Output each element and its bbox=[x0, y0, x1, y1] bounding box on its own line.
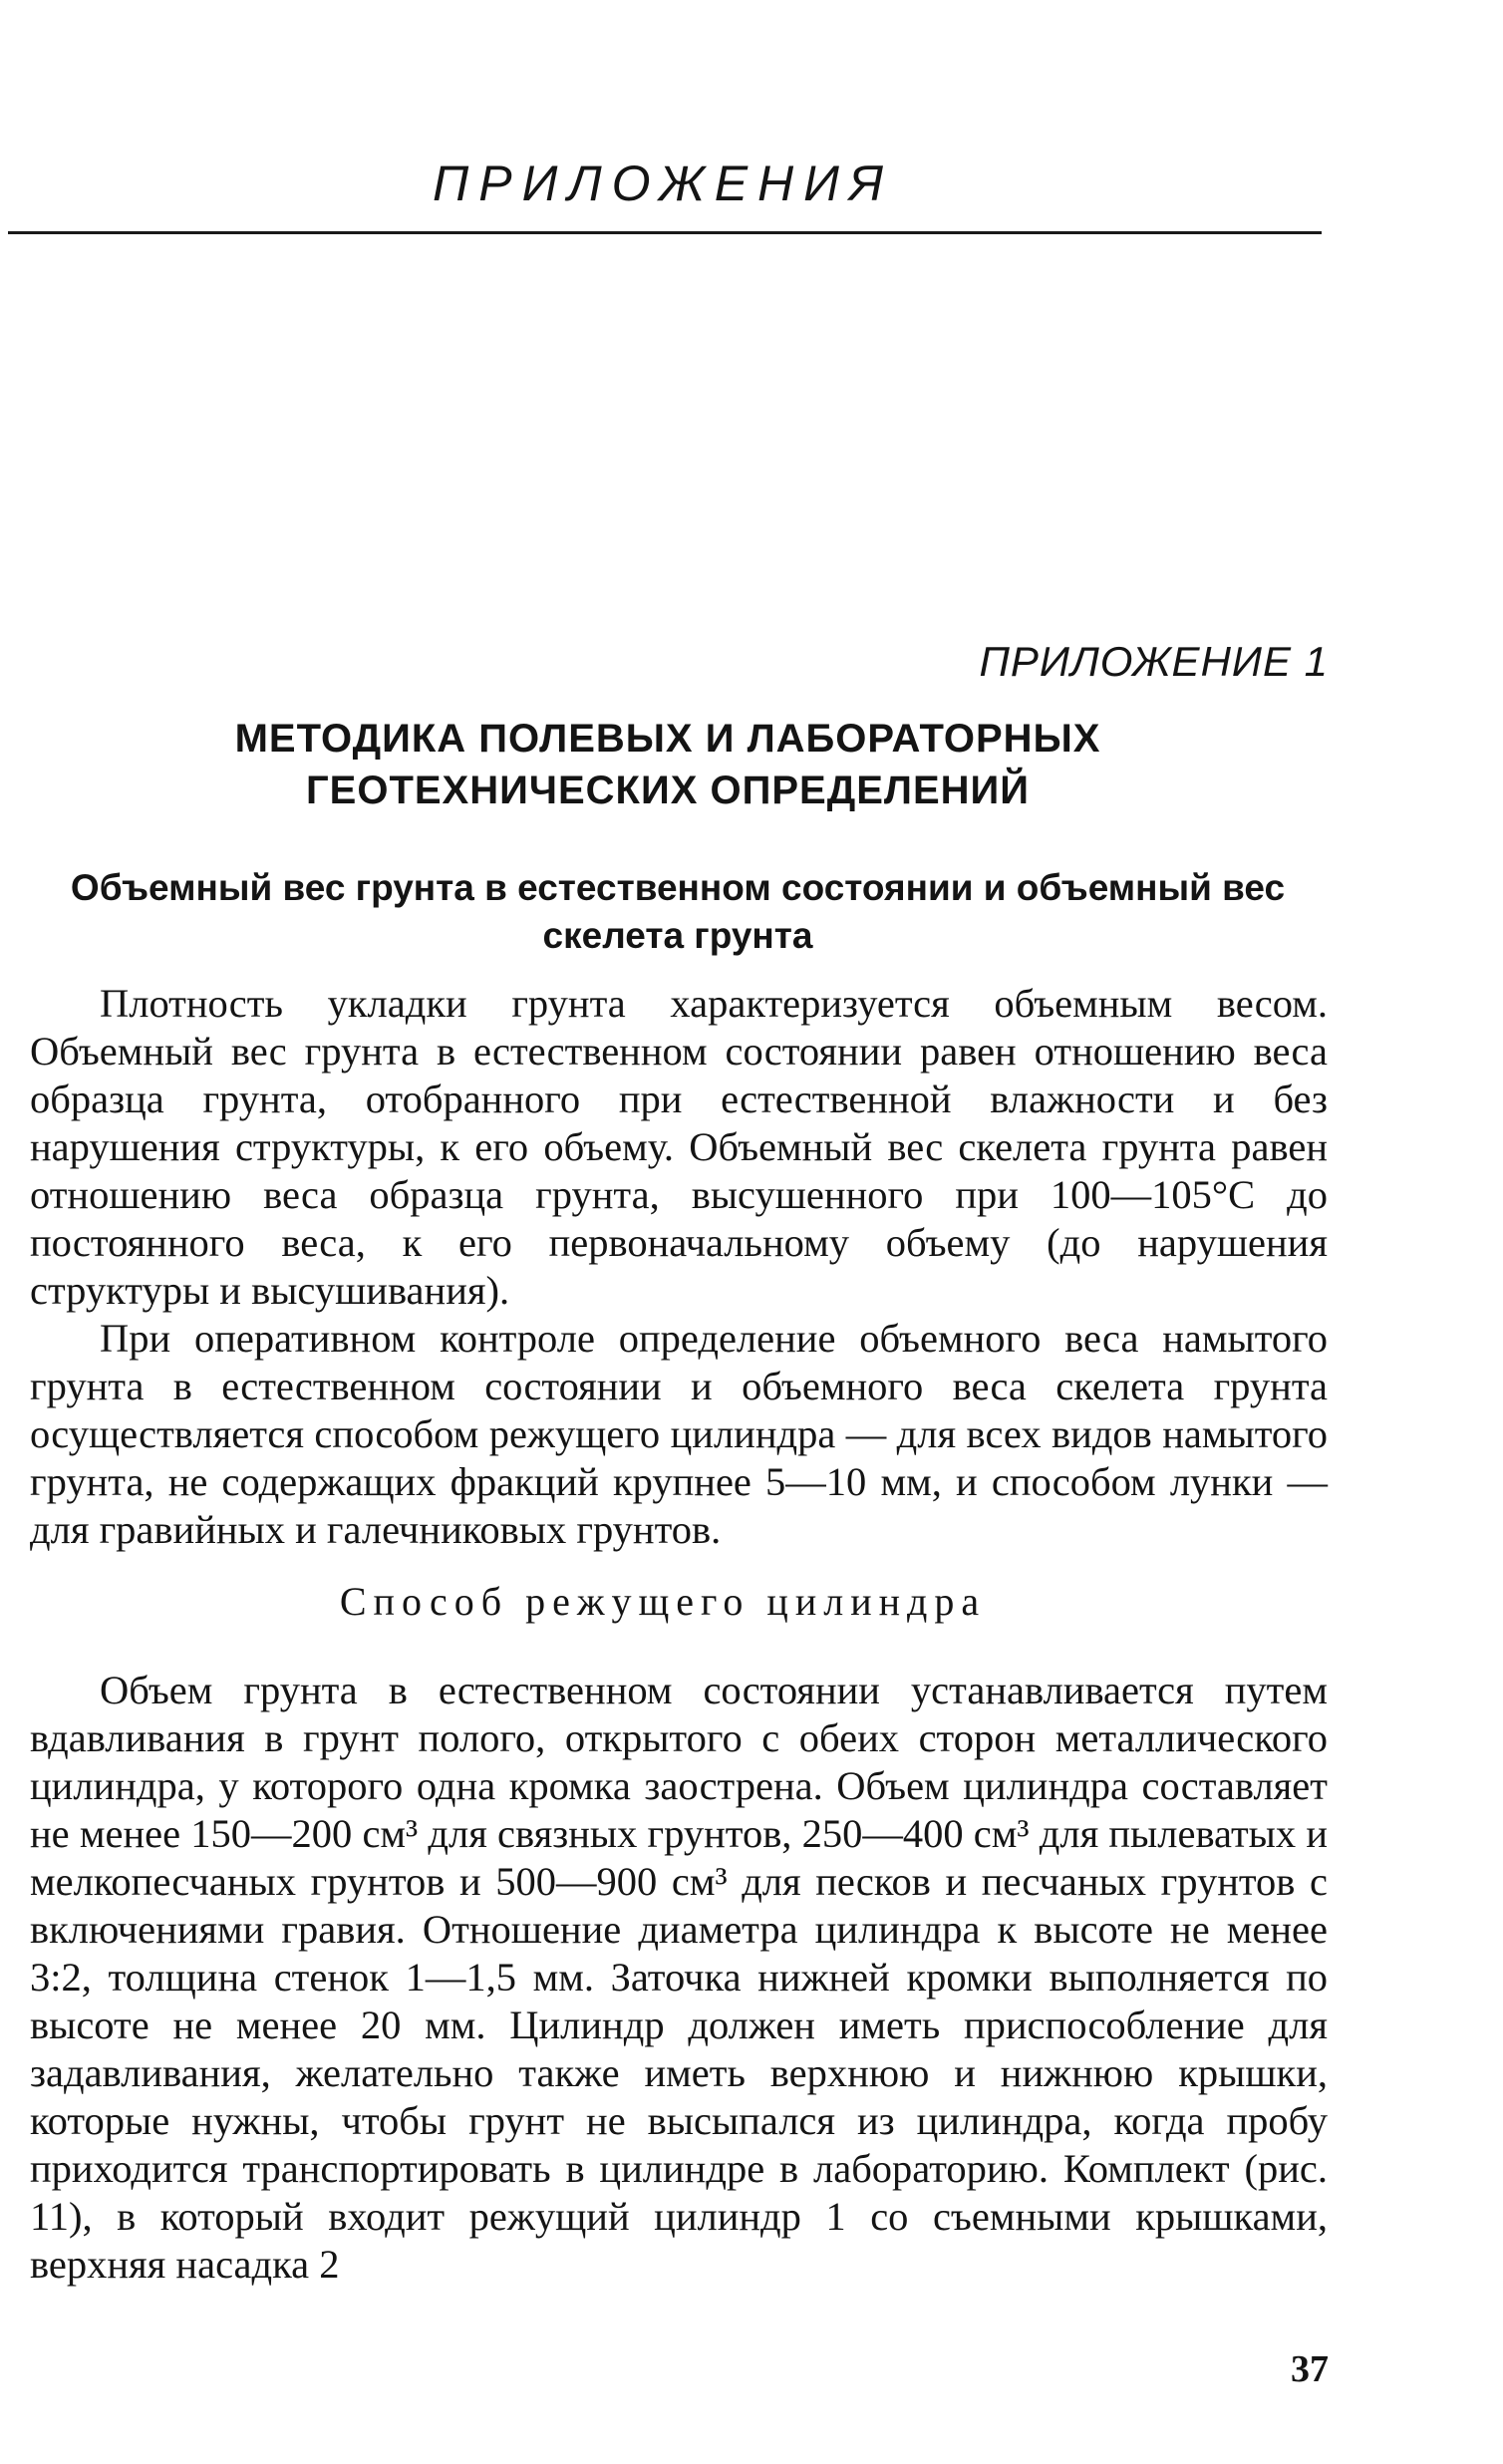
main-title: МЕТОДИКА ПОЛЕВЫХ И ЛАБОРАТОРНЫХ ГЕОТЕХНИЧЕСКИХ ОПРЕДЕЛЕНИЙ bbox=[234, 717, 1101, 812]
section-subtitle: Объемный вес грунта в естественном состоянии и объемный вес скелета грунта bbox=[70, 867, 1286, 956]
page-number: 37 bbox=[1291, 2348, 1329, 2390]
running-head: ПРИЛОЖЕНИЯ bbox=[432, 155, 893, 211]
paragraph: При оперативном контроле определение объемного веса намытого грунта в естественном состоянии и объемного веса скелета грунта осуществляется способом режущего цилиндра — для всех видов намытого грунта, не содержащих фракций крупнее 5—10 мм, и способом лунки — для гравийных и галечниковых грунтов. bbox=[30, 1316, 1328, 1552]
header-divider bbox=[8, 231, 1322, 234]
appendix-label: ПРИЛОЖЕНИЕ 1 bbox=[979, 638, 1329, 685]
paragraph: Плотность укладки грунта характеризуется объемным весом. Объемный вес грунта в естественном состоянии равен отношению веса образца грунта, отобранного при естественной влажности и без нарушения структуры, к его объему. Объемный вес скелета грунта равен отношению веса образца грунта, высушенного при 100—105°С до постоянного веса, к его первоначальному объему (до нарушения структуры и высушивания). bbox=[30, 981, 1328, 1313]
section-heading: Способ режущего цилиндра bbox=[339, 1579, 987, 1624]
body-text-section-2 bbox=[30, 1667, 1328, 2289]
body-text-section-1 bbox=[30, 980, 1328, 1554]
paragraph: Объем грунта в естественном состоянии устанавливается путем вдавливания в грунт полого, открытого с обеих сторон металлического цилиндра, у которого одна кромка заострена. Объем цилиндра составляет не менее 150—200 см³ для связных грунтов, 250—400 см³ для пылеватых и мелкопесчаных грунтов и 500—900 см³ для песков и песчаных грунтов с включениями гравия. Отношение диаметра цилиндра к высоте не менее 3:2, толщина стенок 1—1,5 мм. Заточка нижней кромки выполняется по высоте не менее 20 мм. Цилиндр должен иметь приспособление для задавливания, желательно также иметь верхнюю и нижнюю крышки, которые нужны, чтобы грунт не высыпался из цилиндра, когда пробу приходится транспортировать в цилиндре в лабораторию. Комплект (рис. 11), в который входит режущий цилиндр 1 со съемными крышками, верхняя насадка 2 bbox=[30, 1668, 1328, 2287]
